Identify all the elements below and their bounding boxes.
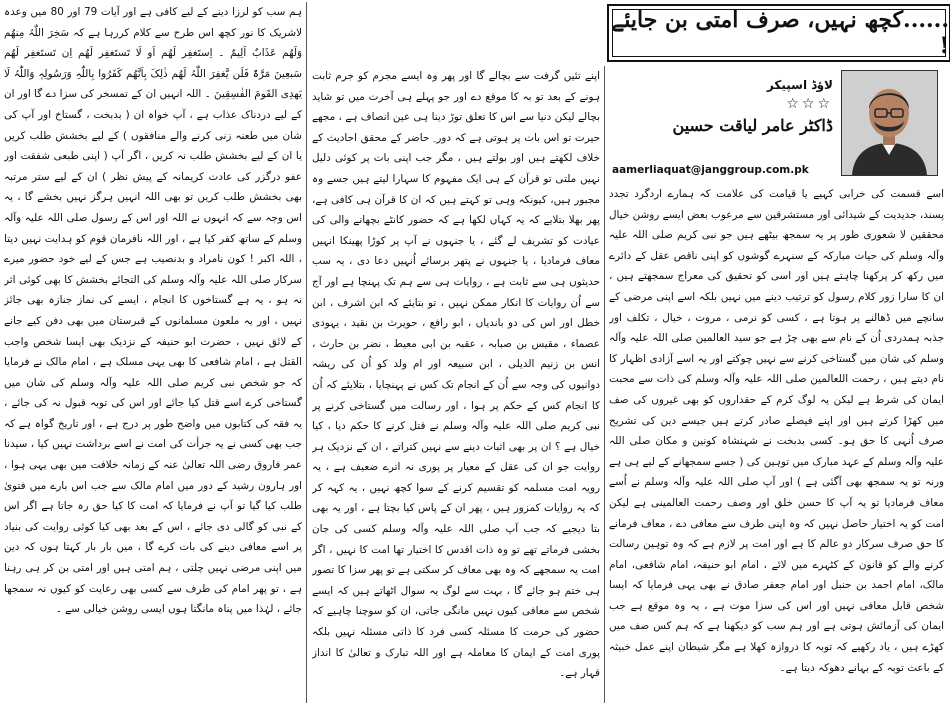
author-email[interactable]: aamerliaquat@janggroup.com.pk (612, 164, 809, 176)
article-column-right (609, 184, 944, 703)
author-photo (841, 70, 938, 176)
column-divider (604, 66, 605, 703)
article-column-left (4, 2, 302, 703)
article-text-right: اسے قسمت کی خرابی کہیے یا قیامت کی علامت کہ ہمارے اردگرد تجدد پسند، جدیدیت کے شیدائی اور مستشرقین سے مرعوب بعض ایسے روشن خیال محققین لا شعوری طور پر یہ سمجھ بیٹھے ہیں جو نبی کریم صلی اللہ علیہ وآلہ وسلم کی حیات مبارکہ کے سنہرے گوشوں کو اپنی ناقص عقل کے دائرے میں رکھ کر پرکھنا چاہتے ہیں اور اسی کو تحقیق کی معراج سمجھتے ہیں ، ان کا سارا زور کلام رسول کو ترتیب دینے میں نہیں بلکہ اسے اپنی مرضی کے سانچے میں ڈھالنے پر ہوتا ہے ، کسی کو نرمی ، مروت ، خیال ، تکلف اور جذبہ ہمدردی اُن کے نام سے بھی چڑ ہے جو سید العالمین صلی اللہ علیہ وآلہ وسلم کی شان میں گستاخی کرنے سے نہیں چوکتے اور یہ اسے آزادی اظہار کا نام دیتے ہیں ، رحمت اللعالمین صلی اللہ علیہ وآلہ وسلم کی ذات سے محبت ایمان کی شرط ہے لیکن یہ لوگ کرم کے حقداروں کو بھی غیروں کی صف میں کھڑا کرتے ہیں اور اپنے فیصلے صادر کرتے ہیں جیسے دین کی تشریح صرف اُنہی کا حق ہو۔ کسی بدبخت نے شہنشاہ کونین و مکان صلی اللہ علیہ وآلہ وسلم کے عہد مبارک میں توہین کی ( جسے سمجھانے کے لیے ہی ہے ورنہ تو یہ سمجھ بھی آگئی ہے ) اور آپ صلی اللہ علیہ وآلہ وسلم نے اُسے معاف فرمادیا تو یہ آپ کا حسن خلق اور وصف رحمت العالمینی ہے لیکن امت کو یہ اختیار حاصل نہیں کہ وہ اپنی طرف سے معافی دے ، معاف فرمانے کا حق صرف سرکار دو عالم کا ہے اور امت پر لازم ہے کہ وہ توہین رسالت کرنے والے کو قانون کے کٹہرے میں لائے ، امام ابو حنیفہ، امام شافعی، امام مالک، امام احمد بن حنبل اور امام جعفر صادق نے بھی یہی فرمایا کہ ایسا شخص قابل معافی نہیں اور اس کی سزا موت ہے ، یہ وہ موقع ہے جب ایمان کی آزمائش ہوتی ہے اور ہم سب کو دیکھنا ہے کہ ہم کس صف میں کھڑے ہیں ، یاد رکھیے کہ توبہ کا دروازہ کھلا ہے مگر شیطان اپنے عمل خبیثہ کے باعث توبہ کے بہانے دھوکہ دیتا ہے۔ (609, 188, 944, 674)
headline-text: ......کچھ نہیں، صرف امتی بن جایئے ! (611, 7, 949, 59)
column-divider (306, 2, 307, 703)
author-block (612, 70, 938, 180)
author-name: ڈاکٹر عامر لیاقت حسین (672, 116, 833, 135)
rating-stars-icon: ☆☆☆ (786, 96, 833, 112)
article-text-middle: اپنے تئیں گرفت سے بچالے گا اور پھر وہ ایسے مجرم کو جرم ثابت ہونے کے بعد تو بہ کا موقع دے اور جو پہلے ہی آخرت میں تو شاید بچالے لیکن دنیا سے اس کا تعلق توڑ دینا ہی عین انصاف ہے ، مجھے حیرت تو اس بات پر ہوتی ہے کہ دور ِ حاضر کے محقق احادیث کے خلاف لکھتے ہیں اور بولتے ہیں ، مگر جب اپنی بات پر کوئی دلیل نہیں ملتی تو قرآن کے ہی ایک مفہوم کا سہارا لیتے ہیں جسے وہ مجبور ہیں، کیونکہ وہی تو کہتے ہیں کہ ان کا قرآن ہی کافی ہے، پھر بھلا بتلایے کہ یہ کہاں لکھا ہے کہ حضور کانٹے بچھانے والی کی عیادت کو تشریف لے گئے ، یا جنہوں نے آپ پر کوڑا پھینکا انہیں معاف فرمادیا ، یا جنہوں نے پتھر برسائے اُنہیں دعا دی ، یہ سب حدیثوں ہی سے ثابت ہے ، روایات ہی سے ہم تک پہنچا ہے اور آج سے اُن روایات کا انکار ممکن نہیں ، تو بتایئے کہ ابن اشرف ، ابن خطل اور اس کی دو باندیاں ، ابو رافع ، حویرث بن نقید ، یہودی عصماء ، مقیس بن صبابہ ، عقبہ بن ابی معیط ، نضر بن حارث ، انس بن زنیم الدیلی ، ابن سبیعہ اور ام ولد کو اُن کی ریشہ دوانیوں کی وجہ سے اُن کے انجام تک کس نے پہنچایا ، بتلایئے کہ اُن کا انجام کس کے حکم پر ہوا ، اور رسالت میں گستاخی کرنے پر نبی کریم صلی اللہ علیہ وآلہ وسلم نے قتل کرنے کا حکم دیا ، کیا خیال ہے ؟ ان پر بھی اثبات دینے سے نہیں کتراتے ، ان کے نزدیک ہر روایت جو ان کی عقل کے معیار پر پوری نہ اترے ضعیف ہے ، یہ رویہ امت مسلمہ کو تقسیم کرنے کے سوا کچھ نہیں ، یہ کہہ کر کہ یہ روایات کمزور ہیں ، پھر ان کے پاس کیا بچتا ہے ، اور یہ بھی بتا دیجیے کہ جب آپ صلی اللہ علیہ وآلہ وسلم کسی کی جان بخشی فرماتے تھے تو وہ ذات اقدس کا اختیار تھا امت کا نہیں ، اگر امت یہ سمجھے کہ وہ بھی معاف کر سکتی ہے تو پھر سزا کا تصور ہی ختم ہو جائے گا ، بہت سے لوگ یہ سوال اٹھاتے ہیں کہ ایسے شخص سے معافی کیوں نہیں مانگی جاتی، ان کو سوچنا چاہیے کہ حضور کی حرمت کا مسئلہ کسی فرد کا ذاتی مسئلہ نہیں بلکہ پوری امت کے ایمان کا معاملہ ہے اور اللہ تبارک و تعالیٰ کا انداز قہار ہے۔ (312, 70, 600, 680)
headline-banner (607, 4, 950, 62)
author-info (618, 78, 833, 135)
author-portrait-icon (842, 71, 937, 175)
article-text-left: ہم سب کو لرزا دینے کے لیے کافی ہے اور آیات 79 اور 80 میں وعدہ لاشریک کا نور کچھ اس طرح سے کلام کررہا ہے کہ سَخِرَ اللّٰہُ مِنھُم وَلَھُم عَذَابٌ اَلِیمٌ ۔ اِستَغفِر لَھُم اَو لَا تَستَغفِر لَھُم اِن تَستَغفِر لَھُم سَبعِینَ مَرَّۃً فَلَن یَّغفِرَ اللّٰہُ لَھُم ذٰلِکَ بِاَنَّھُم کَفَرُوا بِاللّٰہِ وَرَسُولِہٖ وَاللّٰہُ لَا یَھدِی القَومَ الفٰسِقِینَ ۔ اللہ انہیں ان کے تمسخر کی سزا دے گا اور ان کے لیے دردناک عذاب ہے ، آپ خواہ ان ( بدبخت ، گستاخ اور آپ کی شان میں طعنہ زنی کرنے والے منافقوں ) کے لیے بخشش طلب کریں یا ان کے لیے بخشش طلب نہ کریں ، اگر آپ ( اپنی طبعی شفقت اور عفو درگزر کی عادت کریمانہ کے پیش نظر ) ان کے لیے ستر مرتبہ بھی بخشش طلب کریں تو بھی اللہ انہیں ہرگز نہیں بخشے گا ، یہ اس وجہ سے کہ انہوں نے اللہ اور اس کے رسول صلی اللہ علیہ وآلہ وسلم کے ساتھ کفر کیا ہے ، اور اللہ نافرمان قوم کو ہدایت نہیں دیتا ، اللہ اکبر ! کون نامراد و بدنصیب ہے جس کے لیے خود حضور میرے سرکار صلی اللہ علیہ وآلہ وسلم کی التجائے بخشش کا بھی کوئی اثر نہ ہو ، یہ ہے گستاخوں کا انجام ، ایسے کی نماز جنازہ بھی جائز نہیں ، اور یہ ملعون مسلمانوں کے قبرستان میں بھی دفن کیے جانے کے لائق نہیں ، حضرت ابو حنیفہ کے نزدیک بھی ایسا شخص واجب القتل ہے ، امام شافعی کا بھی یہی مسلک ہے ، امام مالک نے فرمایا کہ جو شخص نبی کریم صلی اللہ علیہ وآلہ وسلم کی شان میں گستاخی کرے اسے قتل کیا جائے اور اس کی توبہ قبول نہ کی جائے ، یہ فقہ کی کتابوں میں واضح طور پر درج ہے ، اور تاریخ گواہ ہے کہ جب بھی کسی نے یہ جرأت کی امت نے اسے برداشت نہیں کیا ، سیدنا عمر فاروق رضی اللہ تعالیٰ عنہ کے زمانہ خلافت میں بھی یہی ہوا ، اور ہارون رشید کے دور میں امام مالک سے جب اس بارے میں فتویٰ طلب کیا گیا تو آپ نے فرمایا کہ امت کا کیا حق رہ جاتا ہے اگر اس کے نبی کو گالی دی جائے ، اس کے بعد بھی کیا کوئی روایت کی بنیاد پر اسے معافی دینے کی بات کرے گا ، میں بار بار کہتا ہوں کہ دین میں اپنی مرضی نہیں چلتی ، ہم امتی ہیں اور امتی بن کر ہی رہنا ہے ، تو پھر امام کی طرف سے کسی بھی رعایت کو کیوں نہ سمجھا جائے ، لہٰذا میں پناہ مانگتا ہوں ایسی روشن خیالی سے ۔ (4, 6, 302, 616)
column-name: لاؤڈ اسپیکر (766, 78, 833, 92)
article-column-middle (312, 66, 600, 703)
